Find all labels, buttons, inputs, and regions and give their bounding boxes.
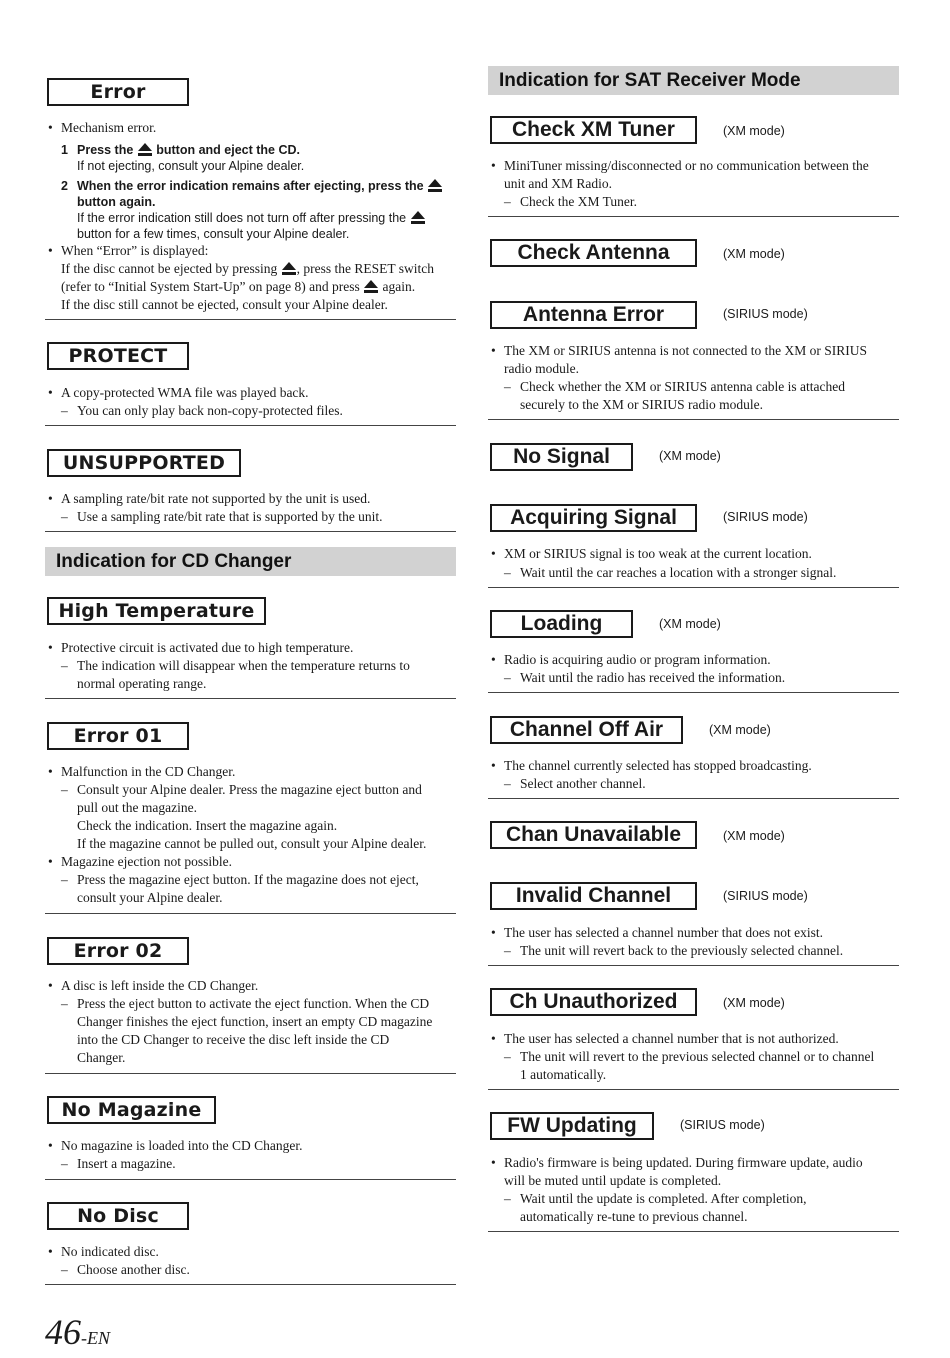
acquiring-signal-display-box	[490, 504, 697, 532]
ch-unauthorized-display-box	[490, 988, 697, 1016]
bullet-marker: •	[491, 158, 496, 173]
check-xm-tuner-display-box	[490, 116, 697, 144]
antenna-error-dash-line1: Check whether the XM or SIRIUS antenna cable is attached	[520, 379, 846, 394]
mode-label: (SIRIUS mode)	[723, 510, 808, 524]
bullet-marker: •	[491, 343, 496, 358]
dash-marker: –	[504, 1191, 511, 1206]
acquiring-signal-bullet: XM or SIRIUS signal is too weak at the current location.	[504, 546, 812, 561]
dash-marker: –	[61, 1262, 68, 1277]
eject-icon	[428, 179, 442, 192]
divider	[488, 1231, 899, 1232]
eject-icon	[364, 280, 378, 293]
check-xm-tuner-dash: Check the XM Tuner.	[520, 194, 638, 209]
bullet-marker: •	[48, 1244, 53, 1259]
error-bullet2-line2	[61, 278, 415, 296]
chan-unavailable-title: Chan Unavailable	[505, 823, 682, 846]
dash-marker: –	[504, 670, 511, 685]
error-step2-note1	[77, 210, 426, 226]
error-02-display-box	[47, 937, 189, 965]
error-step2	[77, 178, 443, 194]
no-signal-title: No Signal	[513, 445, 610, 468]
antenna-error-dash-line2: securely to the XM or SIRIUS radio module.	[520, 397, 763, 412]
error-step2-cont: button again.	[77, 195, 156, 209]
bullet-marker: •	[491, 925, 496, 940]
error-01-display-box	[47, 722, 189, 750]
error02-dash-line2: Changer finishes the eject function, insert an empty CD magazine	[77, 1014, 433, 1029]
divider	[488, 587, 899, 588]
check-xm-tuner-bullet-line1: MiniTuner missing/disconnected or no communication between the	[504, 158, 869, 173]
dash-marker: –	[504, 194, 511, 209]
protect-title: PROTECT	[68, 345, 168, 367]
chan-unavailable-display-box	[490, 821, 697, 849]
dash-marker: –	[61, 403, 68, 418]
protect-dash: You can only play back non-copy-protected files.	[77, 403, 343, 418]
loading-title: Loading	[520, 612, 603, 635]
step2-text-a: When the error indication remains after ejecting, press the	[77, 179, 424, 193]
eject-icon	[411, 211, 425, 224]
divider	[45, 425, 456, 426]
cd-changer-section-header: Indication for CD Changer	[45, 547, 456, 576]
no-disc-display-box	[47, 1202, 189, 1230]
error-bullet2-text: When “Error” is displayed:	[61, 243, 209, 258]
error02-dash-line1: Press the eject button to activate the eject function. When the CD	[77, 996, 430, 1011]
unsupported-title: UNSUPPORTED	[62, 452, 226, 474]
error-01-title: Error 01	[73, 725, 163, 747]
dash-marker: –	[504, 1049, 511, 1064]
channel-off-air-title: Channel Off Air	[509, 718, 664, 741]
error01-dash-line1: Consult your Alpine dealer. Press the magazine eject button and	[77, 782, 422, 797]
bullet-marker: •	[48, 120, 53, 135]
error01-bullet2: Magazine ejection not possible.	[61, 854, 232, 869]
high-temp-bullet: Protective circuit is activated due to high temperature.	[61, 640, 354, 655]
fw-updating-dash-line1: Wait until the update is completed. After completion,	[520, 1191, 807, 1206]
dash-marker: –	[61, 782, 68, 797]
unsupported-display-box	[47, 449, 241, 477]
error-display-box	[47, 78, 189, 106]
unsupported-bullet: A sampling rate/bit rate not supported by the unit is used.	[61, 491, 371, 506]
ch-unauthorized-bullet: The user has selected a channel number that is not authorized.	[504, 1031, 839, 1046]
fw-updating-bullet-line2: will be muted until update is completed.	[504, 1173, 722, 1188]
divider	[45, 1179, 456, 1180]
error01-dash-line2: pull out the magazine.	[77, 800, 197, 815]
step1-text-a: Press the	[77, 143, 134, 157]
error02-bullet: A disc is left inside the CD Changer.	[61, 978, 259, 993]
bullet-marker: •	[48, 640, 53, 655]
divider	[45, 319, 456, 320]
invalid-channel-title: Invalid Channel	[515, 884, 672, 907]
high-temperature-title: High Temperature	[58, 600, 255, 622]
divider	[488, 798, 899, 799]
loading-dash: Wait until the radio has received the information.	[520, 670, 786, 685]
bullet-marker: •	[491, 546, 496, 561]
fw-updating-bullet-line1: Radio's firmware is being updated. During firmware update, audio	[504, 1155, 863, 1170]
error-bullet2-line1	[61, 260, 434, 278]
no-magazine-display-box	[47, 1096, 216, 1124]
error-bullet-text: Mechanism error.	[61, 120, 157, 135]
invalid-channel-display-box	[490, 882, 697, 910]
bullet-marker: •	[491, 1031, 496, 1046]
check-antenna-display-box	[490, 239, 697, 267]
mode-label: (XM mode)	[723, 996, 785, 1010]
page-number-value: 46	[45, 1312, 81, 1352]
dash-marker: –	[61, 996, 68, 1011]
channel-off-air-bullet: The channel currently selected has stopped broadcasting.	[504, 758, 812, 773]
b2-l2-b: again.	[382, 279, 416, 294]
error02-dash-line3: into the CD Changer to receive the disc left inside the CD	[77, 1032, 390, 1047]
error01-dash2-line1: Press the magazine eject button. If the magazine does not eject,	[77, 872, 419, 887]
channel-off-air-dash: Select another channel.	[520, 776, 646, 791]
divider	[488, 419, 899, 420]
page-number-suffix: -EN	[81, 1328, 110, 1348]
eject-icon	[138, 143, 152, 156]
step1-text-b: button and eject the CD.	[156, 143, 300, 157]
dash-marker: –	[504, 565, 511, 580]
check-antenna-title: Check Antenna	[517, 241, 670, 264]
divider	[488, 692, 899, 693]
dash-marker: –	[61, 872, 68, 887]
antenna-error-display-box	[490, 301, 697, 329]
divider	[45, 531, 456, 532]
bullet-marker: •	[48, 854, 53, 869]
b2-l1-b: , press the RESET switch	[296, 261, 435, 276]
dash-marker: –	[504, 379, 511, 394]
b2-l1-a: If the disc cannot be ejected by pressing	[61, 261, 278, 276]
mode-label: (XM mode)	[723, 829, 785, 843]
dash-marker: –	[504, 776, 511, 791]
error02-dash-line4: Changer.	[77, 1050, 126, 1065]
invalid-channel-bullet: The user has selected a channel number that does not exist.	[504, 925, 824, 940]
b2-l2-a: (refer to “Initial System Start-Up” on page 8) and press	[61, 279, 360, 294]
dash-marker: –	[61, 1156, 68, 1171]
no-disc-title: No Disc	[77, 1205, 159, 1227]
acquiring-signal-title: Acquiring Signal	[510, 506, 677, 529]
step-number: 2	[61, 179, 68, 193]
no-magazine-title: No Magazine	[61, 1099, 202, 1121]
bullet-marker: •	[48, 764, 53, 779]
error-bullet2-line3: If the disc still cannot be ejected, consult your Alpine dealer.	[61, 297, 388, 312]
page-number	[45, 1312, 110, 1358]
mode-label: (XM mode)	[709, 723, 771, 737]
bullet-marker: •	[48, 1138, 53, 1153]
error01-dash-line4: If the magazine cannot be pulled out, consult your Alpine dealer.	[77, 836, 427, 851]
bullet-marker: •	[491, 758, 496, 773]
ch-unauthorized-title: Ch Unauthorized	[509, 990, 678, 1013]
error-title: Error	[90, 81, 146, 103]
protect-bullet: A copy-protected WMA file was played back.	[61, 385, 309, 400]
dash-marker: –	[504, 943, 511, 958]
bullet-marker: •	[491, 652, 496, 667]
mode-label: (SIRIUS mode)	[680, 1118, 765, 1132]
error-step1-note: If not ejecting, consult your Alpine dealer.	[77, 159, 305, 173]
unsupported-dash: Use a sampling rate/bit rate that is supported by the unit.	[77, 509, 383, 524]
acquiring-signal-dash: Wait until the car reaches a location with a stronger signal.	[520, 565, 837, 580]
check-xm-tuner-bullet-line2: unit and XM Radio.	[504, 176, 612, 191]
divider	[488, 1089, 899, 1090]
mode-label: (XM mode)	[659, 449, 721, 463]
ch-unauthorized-dash-line1: The unit will revert to the previous selected channel or to channel	[520, 1049, 875, 1064]
loading-bullet: Radio is acquiring audio or program information.	[504, 652, 771, 667]
fw-updating-display-box	[490, 1112, 654, 1140]
ch-unauthorized-dash-line2: 1 automatically.	[520, 1067, 607, 1082]
no-magazine-dash: Insert a magazine.	[77, 1156, 176, 1171]
check-xm-tuner-title: Check XM Tuner	[512, 118, 675, 141]
divider	[488, 965, 899, 966]
sat-receiver-section-header: Indication for SAT Receiver Mode	[488, 66, 899, 95]
bullet-marker: •	[48, 491, 53, 506]
error-step2-note2: button for a few times, consult your Alpine dealer.	[77, 227, 350, 241]
channel-off-air-display-box	[490, 716, 683, 744]
bullet-marker: •	[491, 1155, 496, 1170]
divider	[45, 698, 456, 699]
divider	[45, 1284, 456, 1285]
mode-label: (SIRIUS mode)	[723, 307, 808, 321]
divider	[45, 913, 456, 914]
divider	[488, 216, 899, 217]
mode-label: (XM mode)	[723, 247, 785, 261]
error-step1	[77, 142, 300, 158]
step2-note-text: If the error indication still does not turn off after pressing the	[77, 211, 407, 225]
bullet-marker: •	[48, 978, 53, 993]
bullet-marker: •	[48, 243, 53, 258]
no-magazine-bullet: No magazine is loaded into the CD Changer.	[61, 1138, 303, 1153]
antenna-error-bullet-line2: radio module.	[504, 361, 579, 376]
no-disc-bullet: No indicated disc.	[61, 1244, 159, 1259]
fw-updating-dash-line2: automatically re-tune to previous channel.	[520, 1209, 748, 1224]
antenna-error-bullet-line1: The XM or SIRIUS antenna is not connected to the XM or SIRIUS	[504, 343, 867, 358]
error-02-title: Error 02	[73, 940, 163, 962]
high-temperature-display-box	[47, 597, 266, 625]
mode-label: (XM mode)	[659, 617, 721, 631]
high-temp-dash-line2: normal operating range.	[77, 676, 207, 691]
eject-icon	[282, 262, 296, 275]
mode-label: (XM mode)	[723, 124, 785, 138]
antenna-error-title: Antenna Error	[522, 303, 665, 326]
mode-label: (SIRIUS mode)	[723, 889, 808, 903]
dash-marker: –	[61, 509, 68, 524]
dash-marker: –	[61, 658, 68, 673]
error01-dash2-line2: consult your Alpine dealer.	[77, 890, 223, 905]
divider	[45, 1073, 456, 1074]
step-number: 1	[61, 143, 68, 157]
bullet-marker: •	[48, 385, 53, 400]
no-disc-dash: Choose another disc.	[77, 1262, 190, 1277]
invalid-channel-dash: The unit will revert back to the previously selected channel.	[520, 943, 844, 958]
fw-updating-title: FW Updating	[507, 1114, 637, 1137]
high-temp-dash-line1: The indication will disappear when the temperature returns to	[77, 658, 410, 673]
error01-dash-line3: Check the indication. Insert the magazine again.	[77, 818, 338, 833]
protect-display-box	[47, 342, 189, 370]
loading-display-box	[490, 610, 633, 638]
no-signal-display-box	[490, 443, 633, 471]
error01-bullet1: Malfunction in the CD Changer.	[61, 764, 236, 779]
